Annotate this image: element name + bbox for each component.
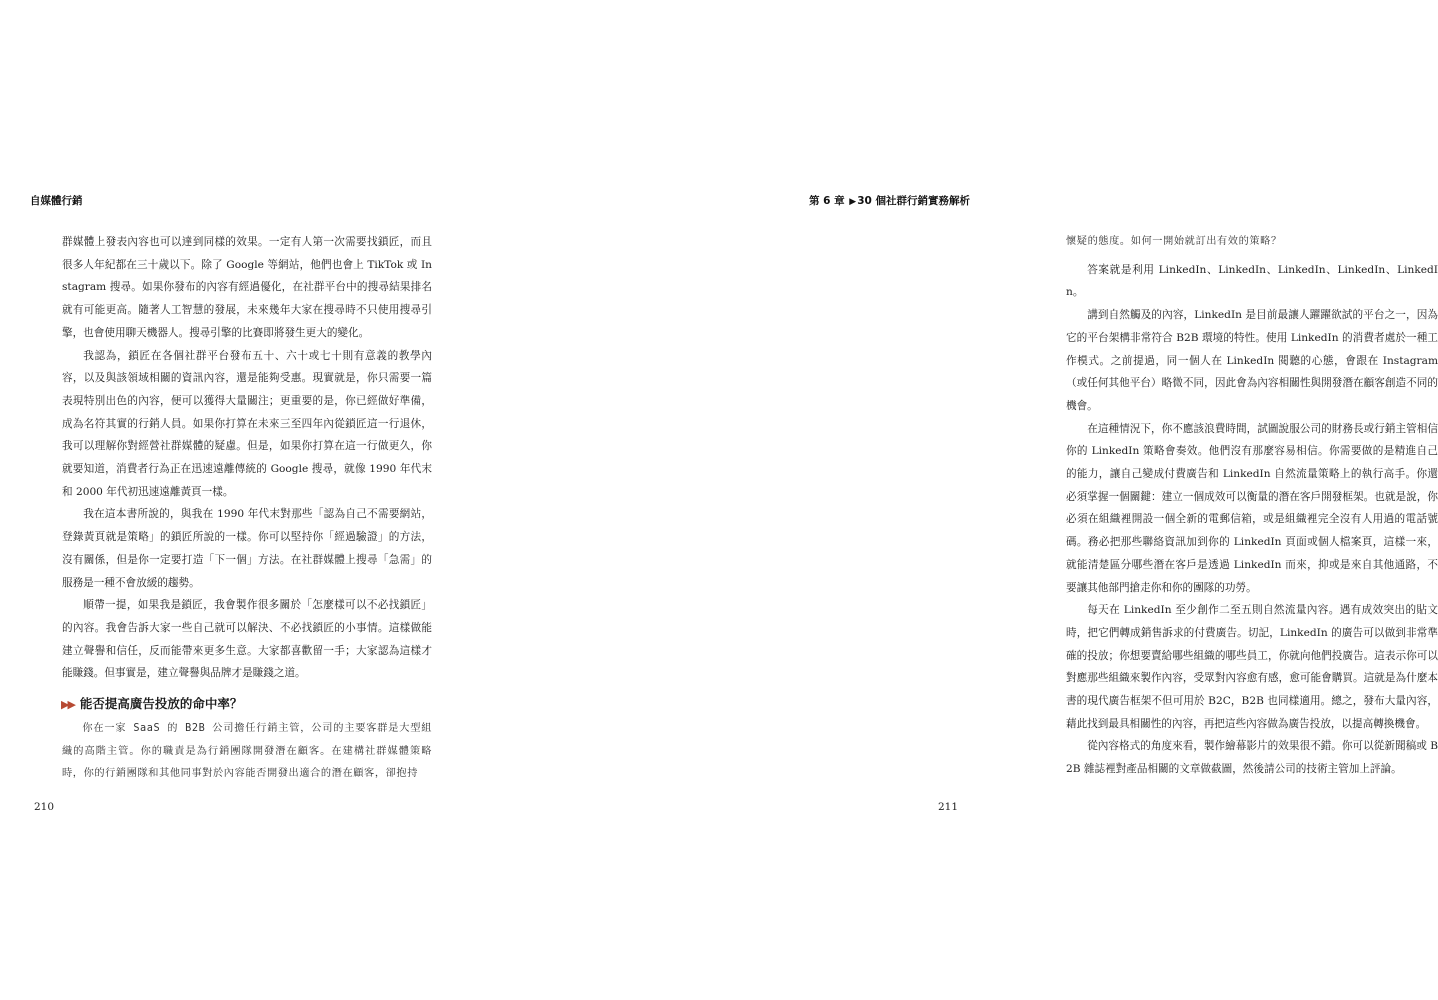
- paragraph: 我認為，鎖匠在各個社群平台發布五十、六十或七十則有意義的教學內容，以及與該領域相關的資訊內容，還是能夠受惠。現實就是，你只需要一篇表現特別出色的內容，便可以獲得大量關注；更重要的是，你已經做好準備，成為名符其實的行銷人員。如果你打算在未來三至四年內從鎖匠這一行退休，我可以理解你對經營社群媒體的疑慮。但是，如果你打算在這一行做更久，你就要知道，消費者行為正在迅速遠離傳統的 Google 搜尋，就像 1990 年代末和 2000 年代初迅速遠離黃頁一樣。: [62, 349, 432, 498]
- running-head-right: [809, 193, 970, 208]
- paragraph: 從內容格式的角度來看，製作繪幕影片的效果很不錯。你可以從新聞稿或 B2B 雜誌裡對產品相關的文章做截圖，然後請公司的技術主管加上評論。: [1066, 740, 1438, 776]
- scenario-quote-continuation: 懷疑的態度。如何一開始就訂出有效的策略？: [1066, 236, 1282, 247]
- section-heading: [61, 693, 432, 716]
- paragraph: 我在這本書所說的，與我在 1990 年代末對那些「認為自己不需要網站，登錄黃頁就是策略」的鎖匠所說的一樣。你可以堅持你「經過驗證」的方法，沒有關係，但是你一定要打造「下一個」方法。在社群媒體上搜尋「急需」的服務是一種不會放緩的趨勢。: [62, 508, 432, 589]
- left-page-body: [62, 231, 432, 786]
- right-page-body: [1066, 231, 1438, 781]
- left-page: [0, 0, 500, 1000]
- page-number-left: 210: [34, 801, 55, 813]
- paragraph: 每天在 LinkedIn 至少創作二至五則自然流量內容。遇有成效突出的貼文時，把它們轉成銷售訴求的付費廣告。切記，LinkedIn 的廣告可以做到非常準確的投放；你想要賣給哪些組織的哪些員工，你就向他們投廣告。這表示你可以對應那些組織來製作內容，受眾對內容愈有感，愈可能會購買。這就是為什麼本書的現代廣告框架不但可用於 B2C，B2B 也同樣適用。總之，發布大量內容，藉此找到最具相關性的內容，再把這些內容做為廣告投放，以提高轉換機會。: [1066, 604, 1438, 730]
- paragraph: 群媒體上發表內容也可以達到同樣的效果。一定有人第一次需要找鎖匠，而且很多人年紀都在三十歲以下。除了 Google 等網站，他們也會上 TikTok 或 Instagram 搜尋。如果你發布的內容有經過優化，在社群平台中的搜尋結果排名就有可能更高。隨著人工智慧的發展，未來幾年大家在搜尋時不只使用搜尋引擎，也會使用聊天機器人。搜尋引擎的比賽即將發生更大的變化。: [62, 236, 432, 339]
- paragraph: 答案就是利用 LinkedIn、LinkedIn、LinkedIn、LinkedIn、LinkedIn。: [1066, 263, 1438, 299]
- double-triangle-icon: ▶▶: [61, 698, 74, 712]
- right-page: [500, 0, 1438, 1000]
- chapter-title: 30 個社群行銷實務解析: [857, 195, 970, 207]
- paragraph: 講到自然觸及的內容，LinkedIn 是目前最讓人躍躍欲試的平台之一，因為它的平台架構非常符合 B2B 環境的特性。使用 LinkedIn 的消費者處於一種工作模式。之前提過，同一個人在 LinkedIn 閱聽的心態，會跟在 Instagram（或任何其他平台）略微不同，因此會為內容相關性與開發潛在顧客創造不同的機會。: [1066, 309, 1438, 412]
- paragraph: 順帶一提，如果我是鎖匠，我會製作很多關於「怎麼樣可以不必找鎖匠」的內容。我會告訴大家一些自己就可以解決、不必找鎖匠的小事情。這樣做能建立聲譽和信任，反而能帶來更多生意。大家都喜歡留一手；大家認為這樣才能賺錢。但事實是，建立聲譽與品牌才是賺錢之道。: [62, 599, 432, 680]
- paragraph: 在這種情況下，你不應該浪費時間，試圖說服公司的財務長或行銷主管相信你的 LinkedIn 策略會奏效。他們沒有那麼容易相信。你需要做的是精進自己的能力，讓自己變成付費廣告和 LinkedIn 自然流量策略上的執行高手。你還必須掌握一個關鍵：建立一個成效可以衡量的潛在客戶開發框架。也就是說，你必須在組織裡開設一個全新的電郵信箱，或是組織裡完全沒有人用過的電話號碼。務必把那些聯絡資訊加到你的 LinkedIn 頁面或個人檔案頁，這樣一來，就能清楚區分哪些潛在客戶是透過 LinkedIn 而來，抑或是來自其他通路，不要讓其他部門搶走你和你的團隊的功勞。: [1066, 422, 1438, 594]
- scenario-quote: 你在一家 SaaS 的 B2B 公司擔任行銷主管，公司的主要客群是大型組織的高階主管。你的職責是為行銷團隊開發潛在顧客。在建構社群媒體策略時，你的行銷團隊和其他同事對於內容能否開發出適合的潛在顧客，卻抱持: [62, 723, 432, 780]
- triangle-icon: ▶: [849, 197, 857, 207]
- running-head-left: 自媒體行銷: [30, 195, 83, 207]
- chapter-number: 第 6 章: [809, 195, 845, 207]
- page-number-right: 211: [937, 801, 958, 813]
- section-heading-text: 能否提高廣告投放的命中率？: [79, 696, 243, 712]
